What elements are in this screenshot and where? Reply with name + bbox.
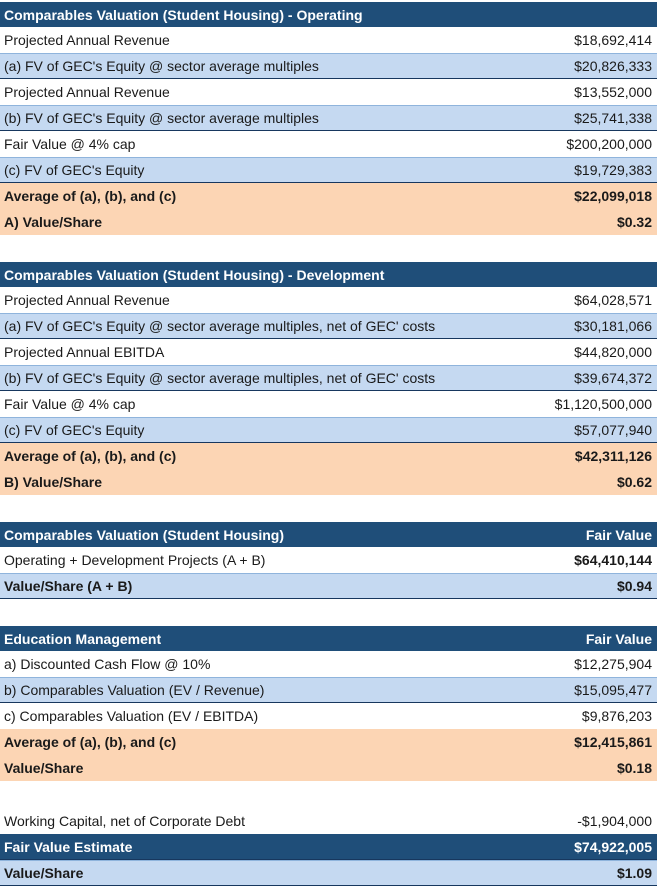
row-label: (b) FV of GEC's Equity @ sector average multiples, net of GEC' costs (4, 370, 436, 386)
row-value: $1.09 (616, 865, 652, 881)
row-label: Fair Value @ 4% cap (4, 136, 136, 152)
row-value: $12,275,904 (574, 656, 652, 672)
row-value: $18,692,414 (574, 32, 652, 48)
section-title-right: Fair Value (585, 526, 652, 543)
table-row (0, 183, 657, 209)
row-label: Average of (a), (b), and (c) (4, 188, 177, 204)
valuation-section (0, 2, 657, 235)
row-value: $0.18 (616, 760, 652, 776)
valuation-section (0, 522, 657, 599)
table-row (0, 131, 657, 157)
table-row (0, 547, 657, 573)
table-row (0, 703, 657, 729)
row-label: (a) FV of GEC's Equity @ sector average multiples (4, 58, 319, 74)
table-row (0, 834, 657, 860)
row-label: a) Discounted Cash Flow @ 10% (4, 656, 211, 672)
section-header (0, 2, 657, 27)
table-row (0, 573, 657, 599)
row-label: (b) FV of GEC's Equity @ sector average multiples (4, 110, 319, 126)
row-value: $74,922,005 (574, 838, 652, 855)
row-label: Fair Value @ 4% cap (4, 396, 136, 412)
valuation-section (0, 626, 657, 781)
row-value: $15,095,477 (574, 682, 652, 698)
row-label: Average of (a), (b), and (c) (4, 734, 177, 750)
row-value: $30,181,066 (574, 318, 652, 334)
row-value: $0.32 (616, 214, 652, 230)
table-row (0, 209, 657, 235)
row-label: b) Comparables Valuation (EV / Revenue) (4, 682, 265, 698)
row-value: $20,826,333 (574, 58, 652, 74)
row-value: -$1,904,000 (577, 813, 652, 829)
row-label: Operating + Development Projects (A + B) (4, 552, 266, 568)
row-label: (a) FV of GEC's Equity @ sector average multiples, net of GEC' costs (4, 318, 436, 334)
row-label: Projected Annual Revenue (4, 32, 170, 48)
table-row (0, 105, 657, 131)
section-header (0, 262, 657, 287)
row-value: $0.62 (616, 474, 652, 490)
row-label: Working Capital, net of Corporate Debt (4, 813, 245, 829)
table-row (0, 53, 657, 79)
row-label: A) Value/Share (4, 214, 103, 230)
row-value: $1,120,500,000 (554, 396, 652, 412)
table-row (0, 391, 657, 417)
row-value: $25,741,338 (574, 110, 652, 126)
row-label: B) Value/Share (4, 474, 103, 490)
table-row (0, 729, 657, 755)
section-title-right: Fair Value (585, 630, 652, 647)
section-title: Comparables Valuation (Student Housing) - Development (4, 266, 385, 283)
row-value: $57,077,940 (574, 422, 652, 438)
table-row (0, 313, 657, 339)
row-value: $44,820,000 (574, 344, 652, 360)
row-label: Average of (a), (b), and (c) (4, 448, 177, 464)
table-row (0, 860, 657, 886)
row-label: Projected Annual Revenue (4, 292, 170, 308)
table-row (0, 339, 657, 365)
row-value: $42,311,126 (574, 448, 652, 464)
row-value: $13,552,000 (574, 84, 652, 100)
row-value: $19,729,383 (574, 162, 652, 178)
table-row (0, 808, 657, 834)
row-value: $22,099,018 (574, 188, 652, 204)
table-row (0, 469, 657, 495)
row-value: $9,876,203 (581, 708, 652, 724)
table-row (0, 79, 657, 105)
section-title: Comparables Valuation (Student Housing) - Operating (4, 6, 363, 23)
section-header (0, 522, 657, 547)
row-label: Value/Share (A + B) (4, 578, 133, 594)
valuation-section (0, 262, 657, 495)
table-row (0, 287, 657, 313)
valuation-section (0, 808, 657, 886)
table-row (0, 417, 657, 443)
section-title: Comparables Valuation (Student Housing) (4, 526, 285, 543)
table-row (0, 27, 657, 53)
row-label: Fair Value Estimate (4, 838, 133, 855)
row-value: $64,028,571 (574, 292, 652, 308)
row-label: Projected Annual Revenue (4, 84, 170, 100)
row-label: (c) FV of GEC's Equity (4, 422, 145, 438)
row-value: $39,674,372 (574, 370, 652, 386)
row-value: $64,410,144 (574, 552, 652, 568)
row-label: c) Comparables Valuation (EV / EBITDA) (4, 708, 259, 724)
row-value: $12,415,861 (574, 734, 652, 750)
row-label: (c) FV of GEC's Equity (4, 162, 145, 178)
table-row (0, 677, 657, 703)
table-row (0, 365, 657, 391)
row-value: $0.94 (616, 578, 652, 594)
row-label: Value/Share (4, 760, 84, 776)
table-row (0, 443, 657, 469)
table-row (0, 651, 657, 677)
section-title: Education Management (4, 630, 162, 647)
row-label: Value/Share (4, 865, 84, 881)
row-value: $200,200,000 (566, 136, 652, 152)
row-label: Projected Annual EBITDA (4, 344, 165, 360)
section-header (0, 626, 657, 651)
table-row (0, 755, 657, 781)
table-row (0, 157, 657, 183)
